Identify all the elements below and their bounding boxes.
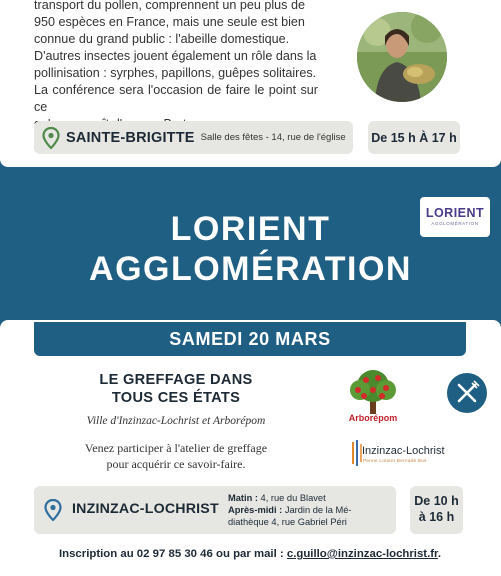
lorient-logo-sub: AGGLOMÉRATION (431, 221, 479, 226)
event-description-line1: Venez participer à l'atelier de greffage (84, 441, 268, 455)
section-title-line2: AGGLOMÉRATION (89, 250, 412, 288)
matin-label: Matin : (228, 493, 258, 503)
time-line2: à 16 h (418, 510, 455, 524)
inscription-line (34, 548, 466, 560)
event-organizer: Ville d'Inzinzac-Lochrist et Arborépom (86, 415, 266, 427)
matin-text: 4, rue du Blavet (257, 493, 326, 503)
event-description-line2: pour acquérir ce savoir-faire. (106, 457, 246, 471)
paragraph-line: pollinisation : syrphes, papillons, guêpes solitaires. (34, 66, 317, 80)
time-pill: De 15 h À 17 h (368, 121, 460, 154)
date-banner: SAMEDI 20 MARS (34, 322, 466, 356)
inzinzac-logo-main: Inzinzac-Lochrist (362, 445, 445, 457)
location-pill (34, 121, 353, 154)
paragraph-line: 950 espèces en France, mais une seule est bien (34, 15, 305, 29)
location-apres-midi-2: diathèque 4, rue Gabriel Péri (228, 517, 347, 527)
time-line1: De 10 h (414, 494, 459, 508)
paragraph-line: transport du pollen, comprennent un peu plus de (34, 0, 305, 12)
location-address: Salle des fêtes - 14, rue de l'église (200, 132, 346, 143)
location-matin (228, 492, 326, 504)
apres-text: Jardin de la Mé- (282, 505, 352, 515)
apres-label: Après-midi : (228, 505, 283, 515)
paragraph-line: connue du grand public : l'abeille domestique. (34, 32, 290, 46)
top-event-paragraph (34, 0, 318, 133)
map-pin-icon (42, 127, 60, 149)
inzinzac-logo-sub: Penne Lotient Bernadé Bus (363, 458, 427, 463)
inscription-text: Inscription au 02 97 85 30 46 ou par mail : (58, 548, 287, 560)
map-pin-icon (44, 499, 62, 521)
section-title-line1: LORIENT (170, 210, 331, 248)
arborepom-logo-label: Arborépom (348, 413, 398, 423)
paragraph-line: La conférence sera l'occasion de faire le point sur ce (34, 83, 318, 114)
fork-knife-icon (447, 373, 487, 413)
speaker-photo (357, 12, 447, 102)
event-title-line2: TOUS CES ÉTATS (111, 390, 241, 406)
lorient-logo-main: LORIENT (425, 206, 485, 220)
event-title-line1: LE GREFFAGE DANS (99, 372, 253, 388)
inscription-email-link[interactable]: c.guillo@inzinzac-lochrist.fr (286, 548, 438, 560)
inscription-end: . (437, 548, 442, 560)
location-city: SAINTE-BRIGITTE (66, 129, 195, 146)
location-city-2: INZINZAC-LOCHRIST (72, 501, 219, 517)
paragraph-line: D'autres insectes jouent également un rôle dans la (34, 49, 317, 63)
lorient-logo (420, 197, 490, 237)
location-apres-midi (228, 504, 352, 516)
